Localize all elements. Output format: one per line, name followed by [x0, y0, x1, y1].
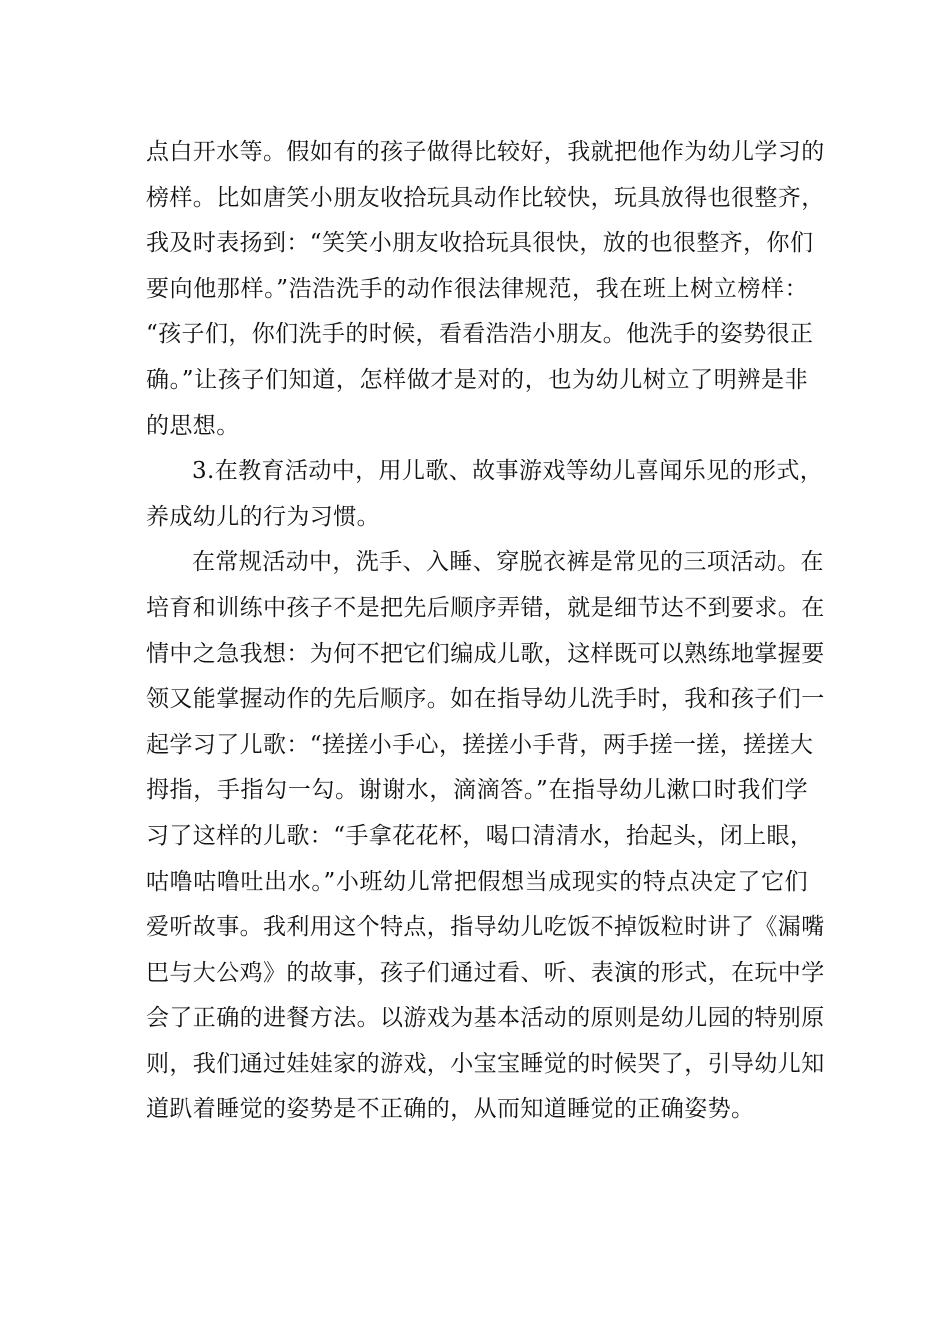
text-line: 榜样。比如唐笑小朋友收拾玩具动作比较快，玩具放得也很整齐，: [146, 184, 825, 211]
section-heading-3: [146, 449, 824, 540]
heading-line: 3.在教育活动中，用儿歌、故事游戏等幼儿喜闻乐见的形式，: [192, 458, 824, 485]
text-line: 要向他那样。”浩浩洗手的动作很法律规范，我在班上树立榜样：: [146, 275, 808, 302]
text-line: 拇指，手指勾一勾。谢谢水，滴滴答。”在指导幼儿漱口时我们学: [146, 777, 808, 804]
text-line: 领又能掌握动作的先后顺序。如在指导幼儿洗手时，我和孩子们一: [146, 686, 825, 713]
text-line: 在常规活动中，洗手、入睡、穿脱衣裤是常见的三项活动。在: [192, 549, 824, 576]
text-line: 我及时表扬到：“笑笑小朋友收拾玩具很快，放的也很整齐，你们: [146, 230, 814, 257]
paragraph-nursery-rhymes: [146, 540, 825, 1133]
text-line: 点白开水等。假如有的孩子做得比较好，我就把他作为幼儿学习的: [146, 139, 825, 165]
text-line: 确。”让孩子们知道，怎样做才是对的，也为幼儿树立了明辨是非: [146, 366, 808, 393]
paragraph-role-models: [146, 130, 825, 449]
text-line: 起学习了儿歌：“搓搓小手心，搓搓小手背，两手搓一搓，搓搓大: [146, 731, 814, 758]
text-line: 习了这样的儿歌：“手拿花花杯，喝口清清水，抬起头，闭上眼，: [146, 822, 814, 849]
heading-line: 养成幼儿的行为习惯。: [146, 503, 380, 530]
text-line: 会了正确的进餐方法。以游戏为基本活动的原则是幼儿园的特别原: [146, 1005, 825, 1032]
text-line: 巴与大公鸡》的故事，孩子们通过看、听、表演的形式，在玩中学: [146, 959, 825, 986]
text-line: 道趴着睡觉的姿势是不正确的，从而知道睡觉的正确姿势。: [146, 1096, 755, 1123]
text-line: 则，我们通过娃娃家的游戏，小宝宝睡觉的时候哭了，引导幼儿知: [146, 1050, 825, 1077]
text-line: “孩子们，你们洗手的时候，看看浩浩小朋友。他洗手的姿势很正: [146, 321, 814, 348]
document-body: [146, 130, 825, 1133]
text-line: 情中之急我想：为何不把它们编成儿歌，这样既可以熟练地掌握要: [146, 640, 825, 667]
text-line: 咕噜咕噜吐出水。”小班幼儿常把假想当成现实的特点决定了它们: [146, 868, 808, 895]
text-line: 爱听故事。我利用这个特点，指导幼儿吃饭不掉饭粒时讲了《漏嘴: [146, 914, 825, 941]
text-line: 的思想。: [146, 412, 240, 439]
text-line: 培育和训练中孩子不是把先后顺序弄错，就是细节达不到要求。在: [146, 594, 825, 621]
